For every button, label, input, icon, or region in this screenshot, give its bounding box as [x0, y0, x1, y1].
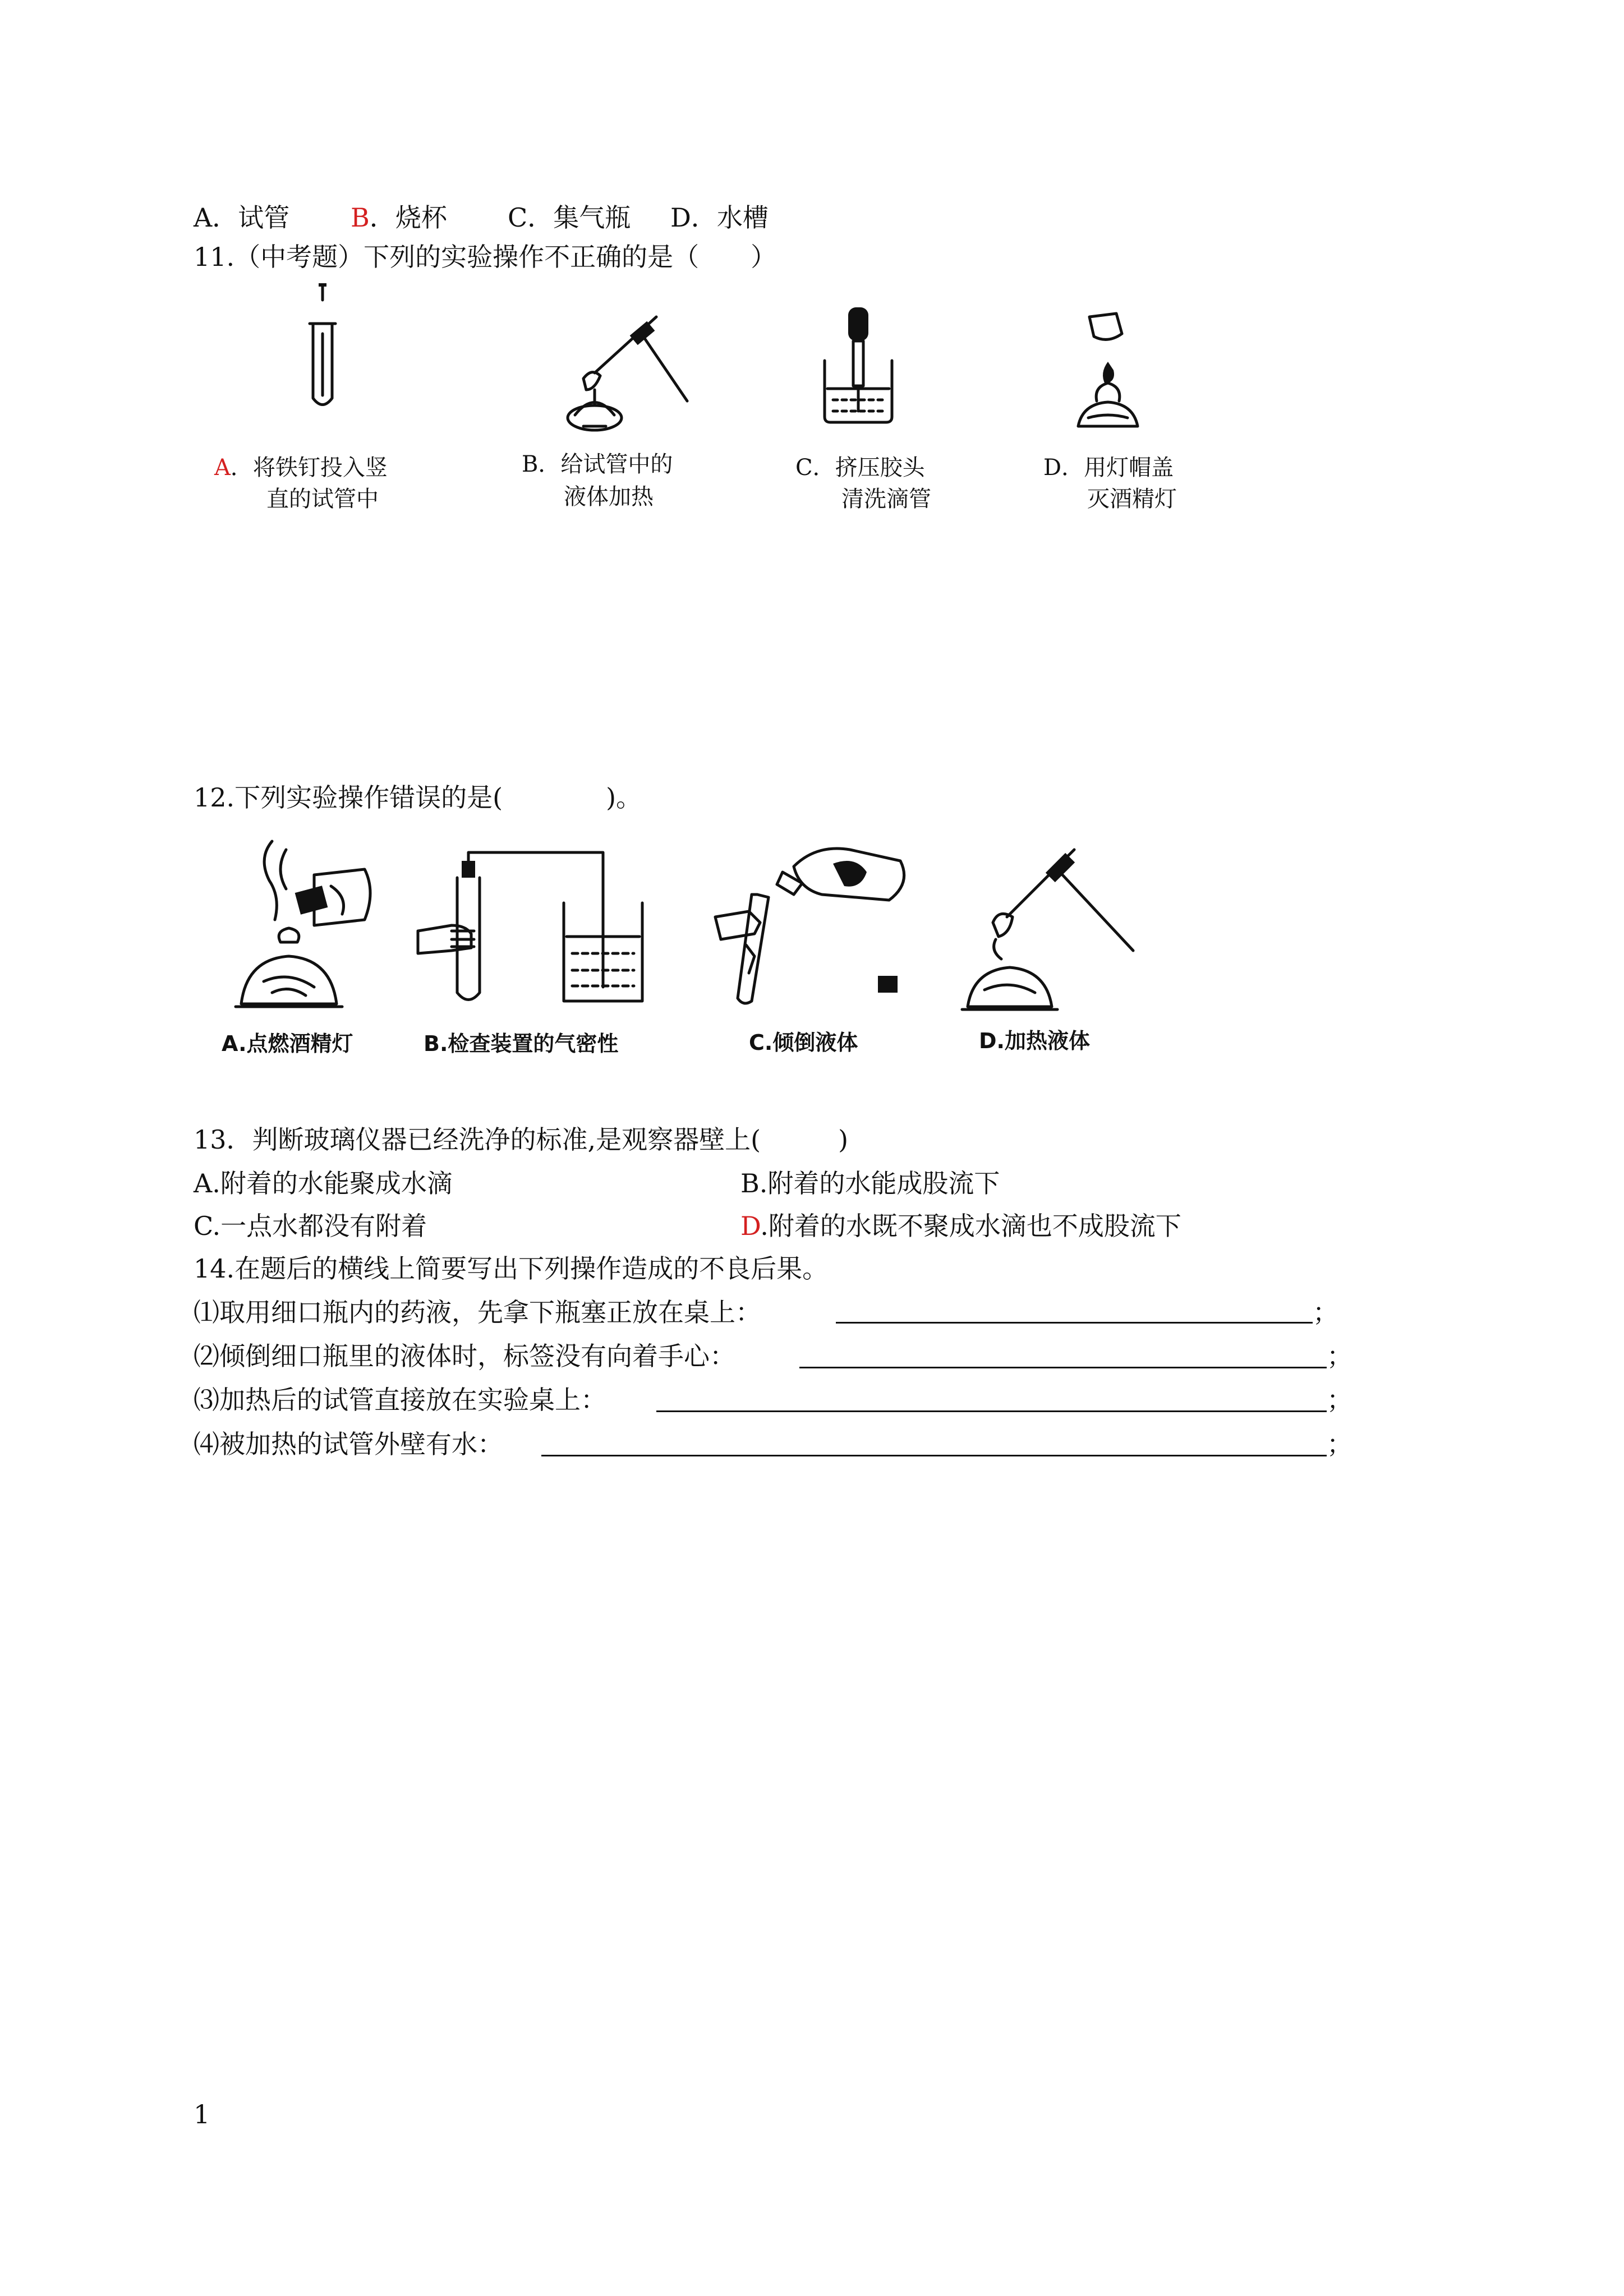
q10-option-d: D．水槽 — [670, 202, 769, 233]
q11-option-c-caption — [795, 452, 925, 483]
q12-caption-c: C.倾倒液体 — [749, 1030, 858, 1055]
q10-option-a: A．试管 — [194, 202, 290, 233]
dropper-beaker-figure — [816, 307, 900, 425]
heat-liquid-figure — [956, 838, 1142, 1023]
test-tube-nail-figure — [297, 283, 348, 412]
q10-option-b — [351, 201, 447, 234]
light-lamp-figure — [219, 836, 387, 1026]
q11-option-b-letter: B — [522, 451, 539, 477]
q12-caption-d: D.加热液体 — [979, 1029, 1090, 1053]
q14-end-mark-2: ； — [1327, 1341, 1352, 1371]
pour-liquid-figure — [704, 833, 917, 1012]
q14-item-4: ⑷被加热的试管外壁有水： — [194, 1429, 503, 1459]
q13-option-a: A.附着的水能聚成水滴 — [194, 1168, 453, 1198]
alcohol-lamp-cap-figure — [1066, 311, 1150, 440]
q10-option-c: C．集气瓶 — [508, 202, 631, 233]
q13-option-b: B.附着的水能成股流下 — [740, 1168, 1000, 1198]
q11-option-a-line2: 直的试管中 — [266, 486, 379, 512]
q11-option-c-line2: 清洗滴管 — [841, 486, 931, 512]
q10-answer-letter: B — [351, 202, 370, 233]
q12-caption-a: A.点燃酒精灯 — [222, 1031, 353, 1056]
q11-option-d-letter: D — [1043, 455, 1062, 481]
q13-stem: 13．判断玻璃仪器已经洗净的标准,是观察器壁上( ) — [194, 1124, 849, 1155]
q14-item-2: ⑵倾倒细口瓶里的液体时，标签没有向着手心： — [194, 1341, 735, 1371]
q11-option-a-line1: ．将铁钉投入竖 — [230, 455, 388, 481]
page-number: 1 — [194, 2099, 210, 2129]
q11-option-c-line1: ．挤压胶头 — [812, 455, 925, 481]
q11-option-d-line2: 灭酒精灯 — [1087, 486, 1177, 512]
q13-option-d-text: .附着的水既不聚成水滴也不成股流下 — [760, 1211, 1181, 1241]
q14-item-1: ⑴取用细口瓶内的药液，先拿下瓶塞正放在桌上： — [194, 1297, 761, 1327]
q14-end-mark-4: ； — [1327, 1429, 1352, 1459]
q11-option-a-caption — [214, 452, 388, 483]
q14-item-3: ⑶加热后的试管直接放在实验桌上： — [194, 1385, 606, 1415]
q10-option-b-text: ．烧杯 — [369, 202, 447, 233]
q14-end-mark-3: ； — [1327, 1385, 1352, 1415]
q11-option-b-line1: ．给试管中的 — [538, 451, 673, 477]
q14-end-mark-1: ； — [1313, 1297, 1338, 1327]
q14-answer-line-1[interactable] — [836, 1322, 1313, 1324]
q13-option-c: C.一点水都没有附着 — [194, 1211, 427, 1241]
airtight-check-figure — [412, 841, 648, 1009]
q11-option-c-letter: C — [795, 455, 813, 481]
q11-option-b-line2: 液体加热 — [564, 484, 654, 510]
q11-option-d-caption — [1043, 452, 1174, 483]
q12-stem: 12.下列实验操作错误的是( )。 — [194, 782, 642, 813]
q13-answer-letter: D — [740, 1211, 761, 1241]
q11-option-d-line1: ．用灯帽盖 — [1061, 455, 1174, 481]
q11-option-b-caption — [522, 449, 673, 480]
q14-answer-line-2[interactable] — [799, 1367, 1327, 1368]
heat-test-tube-figure — [561, 306, 696, 446]
q13-option-d — [740, 1209, 1181, 1243]
q12-caption-b: B.检查装置的气密性 — [424, 1031, 619, 1056]
q11-stem: 11.（中考题）下列的实验操作不正确的是（ ） — [194, 242, 777, 272]
q14-answer-line-3[interactable] — [656, 1410, 1327, 1412]
q11-answer-letter: A — [214, 455, 231, 481]
q14-stem: 14.在题后的横线上简要写出下列操作造成的不良后果。 — [194, 1253, 829, 1284]
q14-answer-line-4[interactable] — [541, 1455, 1327, 1456]
